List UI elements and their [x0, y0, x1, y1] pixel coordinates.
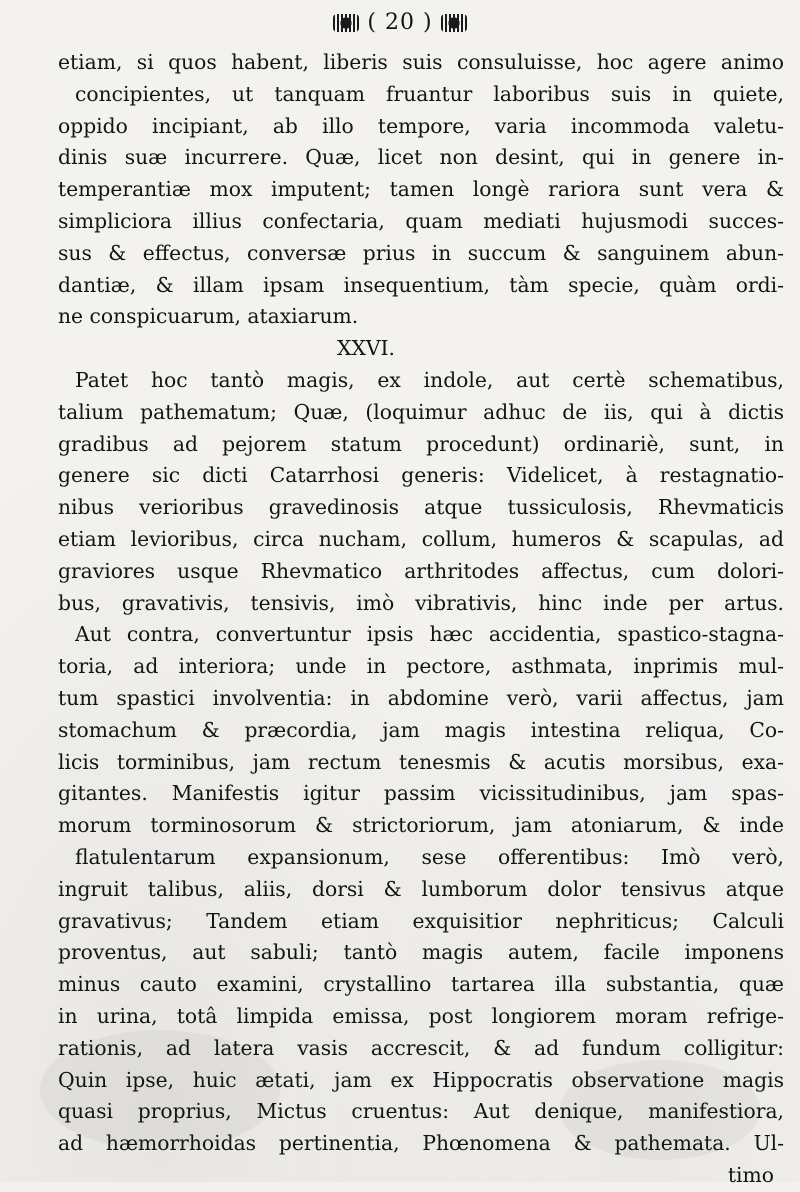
text-line: etiam, si quos habent, liberis suis consuluisse, hoc agere animo	[58, 50, 784, 74]
text-line: genere sic dicti Catarrhosi generis: Videlicet, à restagnatio-	[58, 463, 784, 488]
text-line: Quin ipse, huic ætati, jam ex Hippocratis observatione magis	[58, 1067, 784, 1092]
text-line: minus cauto examini, crystallino tartarea illa substantia, quæ	[58, 972, 784, 997]
text-line: ne conspicuarum, ataxiarum.	[58, 304, 359, 329]
text-line: tum spastici involventia: in abdomine verò, varii affectus, jam	[58, 685, 784, 710]
text-line: nibus verioribus gravedinosis atque tussiculosis, Rhevmaticis	[58, 495, 784, 520]
text-line: Aut contra, convertuntur ipsis hæc accidentia, spastico-stagna-	[75, 622, 784, 647]
text-line: gravativus; Tandem etiam exquisitior nephriticus; Calculi	[58, 908, 784, 933]
text-line: talium pathematum; Quæ, (loquimur adhuc de iis, qui à dictis	[58, 399, 784, 424]
text-line: dinis suæ incurrere. Quæ, licet non desint, qui in genere in-	[58, 145, 784, 170]
text-line: simpliciora illius confectaria, quam mediati hujusmodi succes-	[58, 208, 784, 233]
text-line: temperantiæ mox imputent; tamen longè rariora sunt vera &	[58, 177, 784, 202]
ornament-right-icon	[441, 14, 467, 32]
text-line: in urina, totâ limpida emissa, post longiorem moram refrige-	[58, 1003, 784, 1028]
text-line: rationis, ad latera vasis accrescit, & ad fundum colligitur:	[58, 1035, 784, 1060]
text-line: toria, ad interiora; unde in pectore, asthmata, inprimis mul-	[58, 654, 784, 679]
text-line: licis torminibus, jam rectum tenesmis & acutis morsibus, exa-	[58, 749, 784, 774]
text-line: gitantes. Manifestis igitur passim vicissitudinibus, jam spas-	[58, 781, 784, 806]
text-line: gradibus ad pejorem statum procedunt) ordinariè, sunt, in	[58, 431, 784, 456]
text-line: etiam levioribus, circa nucham, collum, humeros & scapulas, ad	[58, 526, 784, 551]
text-line: stomachum & præcordia, jam magis intestina reliqua, Co-	[58, 717, 784, 742]
text-line: graviores usque Rhevmatico arthritodes affectus, cum dolori-	[58, 558, 784, 583]
text-line: ingruit talibus, aliis, dorsi & lumborum dolor tensivus atque	[58, 876, 784, 901]
ornament-left-icon	[333, 14, 359, 32]
text-line: ad hæmorrhoidas pertinentia, Phœnomena & pathemata. Ul-	[58, 1131, 784, 1156]
text-line: Patet hoc tantò magis, ex indole, aut certè schematibus,	[75, 367, 784, 392]
text-line: quasi proprius, Mictus cruentus: Aut denique, manifestiora,	[58, 1099, 784, 1124]
section-number: XXVI.	[337, 336, 395, 361]
page-number: ( 20 )	[367, 10, 433, 35]
catchword: timo	[727, 1162, 774, 1187]
text-line: bus, gravativis, tensivis, imò vibrativis, hinc inde per artus.	[58, 590, 784, 615]
page-header	[0, 10, 800, 35]
text-line: proventus, aut sabuli; tantò magis autem, facile imponens	[58, 940, 784, 965]
text-line: morum torminosorum & strictoriorum, jam atoniarum, & inde	[58, 813, 784, 838]
text-line: dantiæ, & illam ipsam insequentium, tàm specie, quàm ordi-	[58, 272, 784, 297]
body-text	[58, 47, 784, 1192]
text-line: concipientes, ut tanquam fruantur laboribus suis in quiete,	[75, 81, 784, 106]
text-line: oppido incipiant, ab illo tempore, varia incommoda valetu-	[58, 113, 784, 138]
text-line: sus & effectus, conversæ prius in succum & sanguinem abun-	[58, 240, 784, 265]
text-line: flatulentarum expansionum, sese offerentibus: Imò verò,	[75, 844, 784, 869]
